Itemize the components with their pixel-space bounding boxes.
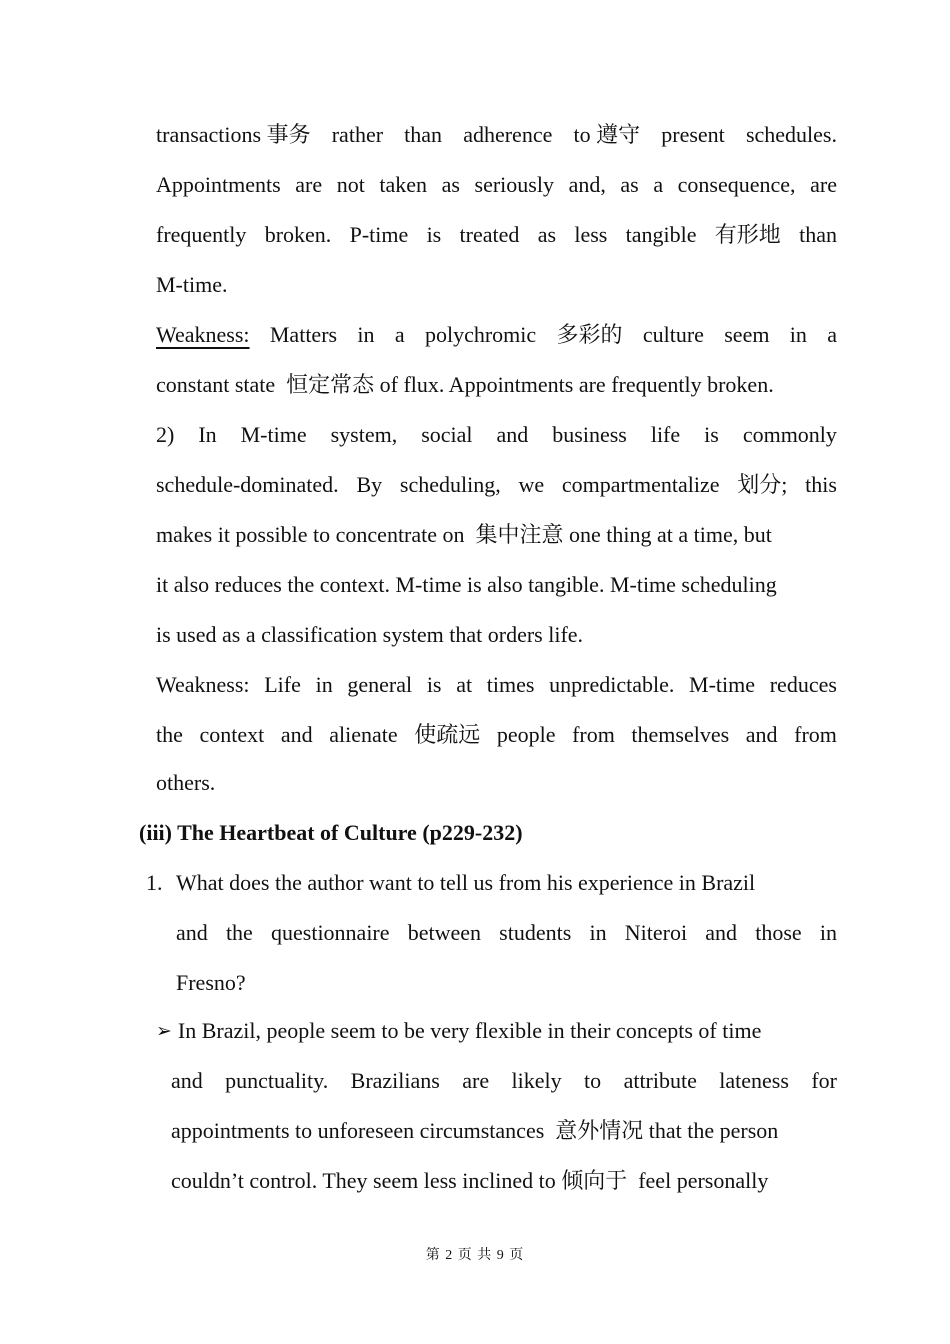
word: is bbox=[704, 422, 719, 447]
word: Weakness: bbox=[156, 672, 250, 697]
text-line bbox=[156, 371, 774, 399]
word: are bbox=[295, 172, 323, 197]
word: people bbox=[496, 722, 556, 747]
line-text: Fresno? bbox=[176, 970, 246, 995]
word: taken bbox=[379, 172, 428, 197]
word: unpredictable. bbox=[549, 672, 675, 697]
word: M-time bbox=[240, 422, 307, 447]
line-text: M-time. bbox=[156, 272, 228, 297]
word: in bbox=[357, 322, 375, 347]
word: in bbox=[819, 920, 837, 945]
word: and, bbox=[568, 172, 606, 197]
word: 有形地 bbox=[714, 222, 781, 247]
word: to 遵守 bbox=[573, 122, 641, 147]
word: compartmentalize bbox=[561, 472, 720, 497]
arrow-bullet-icon: ➢ bbox=[156, 1020, 172, 1042]
word: we bbox=[518, 472, 545, 497]
word: as bbox=[620, 172, 639, 197]
word: for bbox=[811, 1068, 837, 1093]
word: not bbox=[336, 172, 365, 197]
word: less bbox=[574, 222, 608, 247]
word: at bbox=[456, 672, 473, 697]
weakness-label: Weakness: bbox=[156, 322, 250, 347]
word: In bbox=[198, 422, 217, 447]
section-heading bbox=[139, 819, 523, 847]
text-line bbox=[176, 969, 246, 997]
question-number-text: 1. bbox=[146, 870, 163, 895]
word: adherence bbox=[463, 122, 553, 147]
word: a bbox=[827, 322, 837, 347]
word: transactions 事务 bbox=[156, 122, 311, 147]
word: system, bbox=[330, 422, 398, 447]
text-line bbox=[171, 1117, 778, 1145]
word: in bbox=[315, 672, 333, 697]
word: context bbox=[199, 722, 265, 747]
word: and bbox=[280, 722, 313, 747]
word: this bbox=[805, 472, 837, 497]
text-line bbox=[156, 271, 228, 299]
text-line bbox=[156, 321, 837, 349]
line-text: What does the author want to tell us from his experience in Brazil bbox=[176, 870, 756, 895]
word: P-time bbox=[349, 222, 409, 247]
word: Appointments bbox=[156, 172, 281, 197]
word: 多彩的 bbox=[556, 322, 623, 347]
word: than bbox=[404, 122, 443, 147]
word: likely bbox=[511, 1068, 562, 1093]
word: 使疏远 bbox=[414, 722, 481, 747]
word: the bbox=[225, 920, 253, 945]
text-line bbox=[156, 769, 215, 797]
word: are bbox=[462, 1068, 490, 1093]
word: a bbox=[653, 172, 664, 197]
section-heading-text: (iii) The Heartbeat of Culture (p229-232) bbox=[139, 820, 523, 845]
word: tangible bbox=[625, 222, 697, 247]
word: themselves bbox=[631, 722, 730, 747]
word: reduces bbox=[769, 672, 837, 697]
line-text: couldn’t control. They seem less inclined to 倾向于 feel personally bbox=[171, 1168, 769, 1193]
word: present bbox=[661, 122, 725, 147]
text-line bbox=[156, 721, 837, 749]
word: from bbox=[794, 722, 837, 747]
word: schedules. bbox=[745, 122, 837, 147]
text-line bbox=[176, 919, 837, 947]
text-line bbox=[156, 671, 837, 699]
line-text: In Brazil, people seem to be very flexible in their concepts of time bbox=[177, 1018, 762, 1043]
question-number bbox=[146, 869, 163, 897]
word: polychromic bbox=[424, 322, 537, 347]
word: business bbox=[552, 422, 627, 447]
word: and bbox=[745, 722, 778, 747]
word: times bbox=[486, 672, 535, 697]
text-line bbox=[171, 1067, 837, 1095]
word: from bbox=[572, 722, 615, 747]
word: as bbox=[537, 222, 557, 247]
word: frequently bbox=[156, 222, 247, 247]
line-text: makes it possible to concentrate on 集中注意 one thing at a time, but bbox=[156, 522, 772, 547]
word: Niteroi bbox=[624, 920, 688, 945]
word: questionnaire bbox=[271, 920, 390, 945]
bullet-line bbox=[156, 1017, 761, 1045]
word: life bbox=[650, 422, 681, 447]
text-line bbox=[176, 869, 755, 897]
word: between bbox=[407, 920, 481, 945]
word: consequence, bbox=[677, 172, 796, 197]
word: is bbox=[426, 222, 442, 247]
word: to bbox=[584, 1068, 602, 1093]
word: and bbox=[496, 422, 529, 447]
line-text: is used as a classification system that orders life. bbox=[156, 622, 584, 647]
word: scheduling, bbox=[399, 472, 501, 497]
word: 划分; bbox=[737, 472, 788, 497]
word: By bbox=[356, 472, 383, 497]
word: in bbox=[589, 920, 607, 945]
word: general bbox=[347, 672, 413, 697]
word: lateness bbox=[719, 1068, 789, 1093]
text-line bbox=[156, 221, 837, 249]
word: as bbox=[441, 172, 460, 197]
word: 2) bbox=[156, 422, 175, 447]
word: a bbox=[394, 322, 405, 347]
word: treated bbox=[459, 222, 520, 247]
word: attribute bbox=[623, 1068, 697, 1093]
word: those bbox=[755, 920, 802, 945]
word: M-time bbox=[689, 672, 756, 697]
word: commonly bbox=[742, 422, 837, 447]
word: Life bbox=[264, 672, 301, 697]
text-line bbox=[156, 571, 777, 599]
word: than bbox=[799, 222, 837, 247]
text-line bbox=[156, 171, 837, 199]
word: Matters bbox=[269, 322, 338, 347]
word: are bbox=[810, 172, 837, 197]
text-line bbox=[156, 471, 837, 499]
line-text: appointments to unforeseen circumstances 意外情况 that the person bbox=[171, 1118, 779, 1143]
word: seem bbox=[724, 322, 770, 347]
text-line bbox=[156, 521, 772, 549]
word: punctuality. bbox=[225, 1068, 329, 1093]
word: culture bbox=[642, 322, 704, 347]
word: and bbox=[171, 1068, 203, 1093]
word: the bbox=[156, 722, 183, 747]
text-line bbox=[156, 621, 583, 649]
word: schedule-dominated. bbox=[156, 472, 339, 497]
text-line bbox=[156, 421, 837, 449]
text-line bbox=[156, 121, 837, 149]
word: social bbox=[421, 422, 473, 447]
line-text: it also reduces the context. M-time is also tangible. M-time scheduling bbox=[156, 572, 777, 597]
word: Brazilians bbox=[350, 1068, 440, 1093]
word: broken. bbox=[264, 222, 332, 247]
word: in bbox=[789, 322, 807, 347]
word: and bbox=[705, 920, 738, 945]
word: seriously bbox=[474, 172, 554, 197]
word: and bbox=[176, 920, 208, 945]
text-line bbox=[171, 1167, 768, 1195]
word: alienate bbox=[329, 722, 398, 747]
word: is bbox=[426, 672, 442, 697]
word: rather bbox=[331, 122, 384, 147]
page-footer: 第 2 页 共 9 页 bbox=[425, 1248, 525, 1263]
line-text: others. bbox=[156, 770, 216, 795]
word: students bbox=[499, 920, 572, 945]
line-text: constant state 恒定常态 of flux. Appointments are frequently broken. bbox=[156, 372, 774, 397]
